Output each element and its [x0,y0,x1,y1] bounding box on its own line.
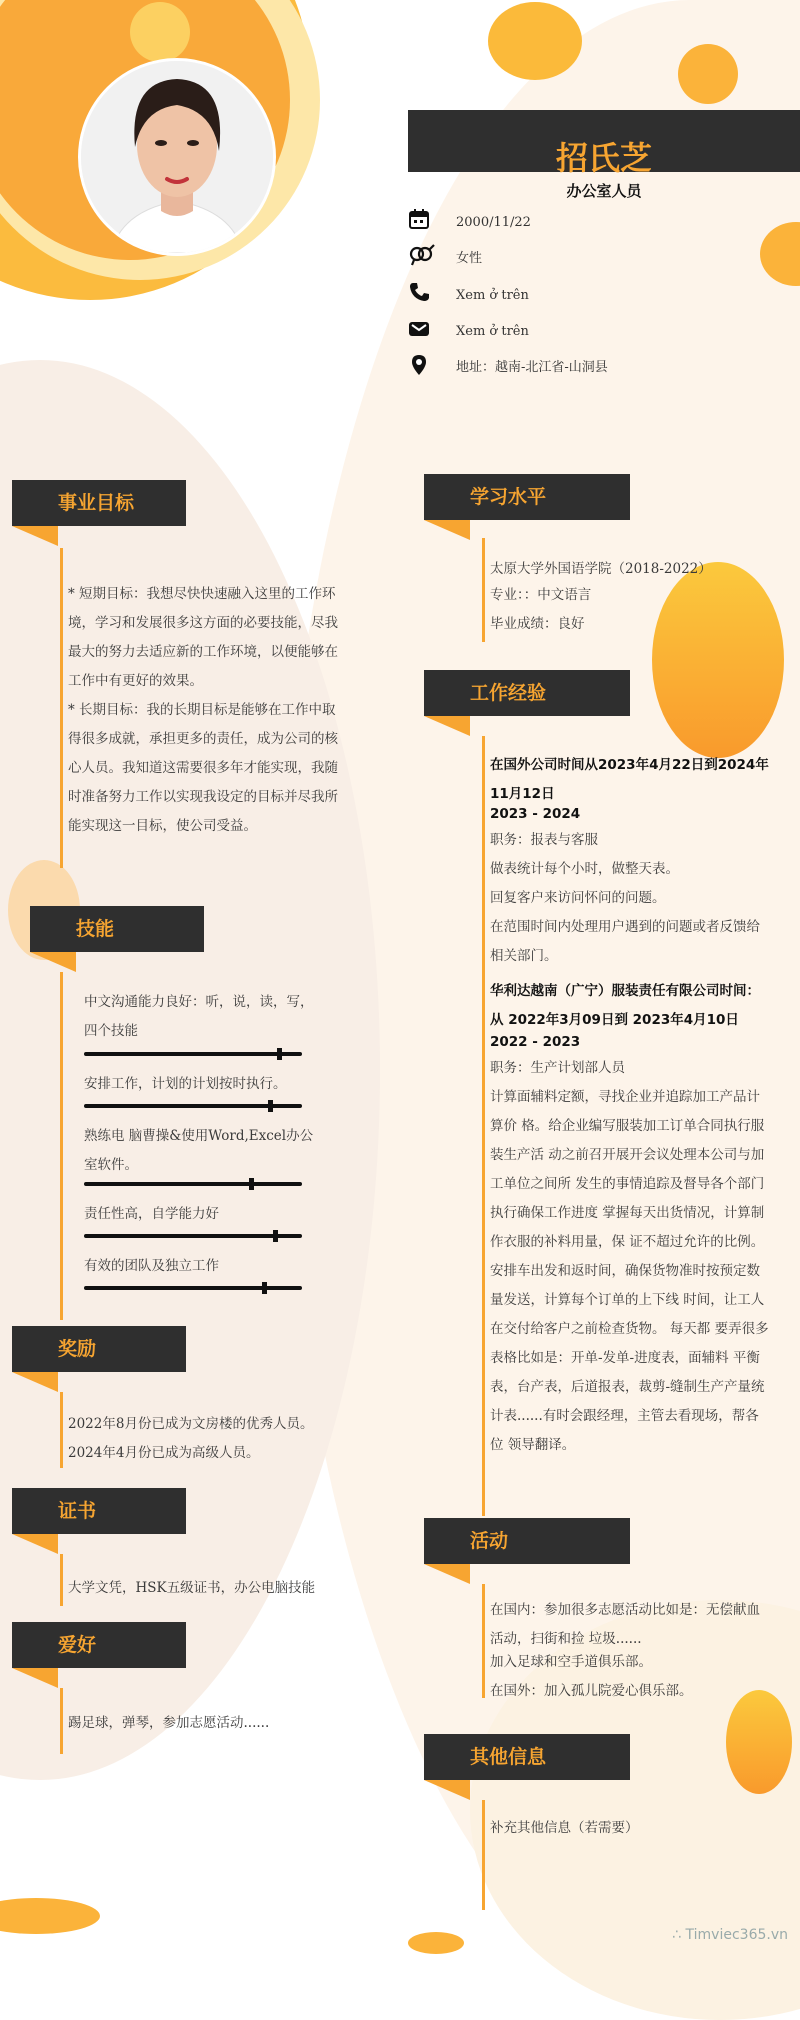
education-title: 学习水平 [470,486,547,508]
activities-title: 活动 [470,1530,509,1552]
orange-oval-bottom-mid [408,1932,464,1954]
yellow-circle-small [130,2,190,62]
awards-ribbon [12,1372,58,1392]
career-objective-title: 事业目标 [58,492,135,514]
skill-label: 有效的团队及独立工作 [84,1258,219,1274]
career-long-term: * 长期目标：我的长期目标是能够在工作中取 得很多成就，承担更多的责任，成为公司的核 心人员。我知道这需要很多年才能实现，我随 时准备努力工作以实现我设定的目标并尽我所 能实现这一目标，使公司受益。 [68,702,338,834]
watermark: ∴ Timviec365.vn [672,1927,788,1943]
job-period: 2022 - 2023 [490,1034,581,1050]
candidate-name: 招氏芝 [555,139,652,177]
certificates-heading [12,1488,186,1534]
activity-item: 加入足球和空手道俱乐部。 [490,1654,652,1670]
award-item: 2024年4月份已成为高级人员。 [68,1445,260,1461]
certificates-title: 证书 [58,1500,97,1522]
other-info-ribbon [424,1780,470,1800]
career-objective-ribbon [12,526,58,546]
skill-level-marker [249,1178,254,1190]
skills-heading [30,906,204,952]
job-company: 在国外公司时间从2023年4月22日到2024年11月12日 [490,757,769,802]
certificates-line [60,1554,63,1606]
hobbies-heading [12,1622,186,1668]
hobbies-text: 踢足球，弹琴，参加志愿活动...... [68,1715,270,1731]
job-detail: 做表统计每个小时，做整天表。 [490,861,679,877]
activities-ribbon [424,1564,470,1584]
hobbies-title: 爱好 [58,1634,97,1656]
other-info-title: 其他信息 [470,1746,547,1768]
skill-label: 熟练电 脑曹操&使用Word,Excel办公室软件。 [84,1128,314,1173]
skill-level-marker [262,1282,267,1294]
job-title: 办公室人员 [566,182,642,200]
awards-heading [12,1326,186,1372]
phone-icon [408,281,430,303]
skill-level-bar [84,1286,302,1290]
orange-circle-header-2 [678,44,738,104]
other-info-text: 补充其他信息（若需要） [490,1820,639,1836]
job-detail: 计算面辅料定额，寻找企业并追踪加工产品计算价 格。给企业编写服装加工订单合同执行服装生产活 动之前召开展开会议处理本公司与加工单位之间所 发生的事情追踪及督导各个部门执行确保工作进度 掌握每天出货情况，计算制作衣服的补料用量，保 证不超过允许的比例。 安排车出发和返时间，确保货物准时按预定数量发送，计算每个订单的上下线 时间，让工人在交付给客户之前检查货物。 每天都 要弄很多表格比如是：开单-发单-进度表，面辅料 平衡表，台产表，后道报表，裁剪-缝制生产产量统 计表......有时会跟经理，主管去看现场，帮各位 领导翻译。 [490,1089,769,1453]
certificates-ribbon [12,1534,58,1554]
skill-level-marker [277,1048,282,1060]
education-grade: 毕业成绩：良好 [490,616,585,632]
avatar [78,58,276,256]
calendar-icon [408,208,430,230]
gender: 女性 [456,251,483,266]
hobbies-line [60,1688,63,1754]
activity-item: 在国外：加入孤儿院爱心俱乐部。 [490,1683,693,1699]
skills-title: 技能 [76,918,115,940]
skill-level-bar [84,1052,302,1056]
skill-level-bar [84,1234,302,1238]
skill-label: 责任性高，自学能力好 [84,1206,219,1222]
skill-level-bar [84,1182,302,1186]
career-objective-heading [12,480,186,526]
awards-line [60,1392,63,1468]
award-item: 2022年8月份已成为文房楼的优秀人员。 [68,1416,314,1432]
other-info-line [482,1800,485,1910]
skill-level-bar [84,1104,302,1108]
education-major: 专业：：中文语言 [490,587,592,603]
education-school: 太原大学外国语学院（2018-2022） [490,561,712,577]
experience-ribbon [424,716,470,736]
hobbies-ribbon [12,1668,58,1688]
email-icon [408,318,430,340]
activities-line [482,1584,485,1698]
address: 地址：越南-北江省-山洞县 [456,360,608,375]
activity-item: 在国内：参加很多志愿活动比如是：无偿献血活动，扫街和捡 垃圾...... [490,1602,760,1647]
skills-line [60,972,63,1320]
job-detail: 在范围时间内处理用户遇到的问题或者反馈给相关部门。 [490,919,760,964]
education-heading [424,474,630,520]
job-detail: 回复客户来访问怀问的问题。 [490,890,666,906]
experience-line [482,736,485,1516]
birthdate: 2000/11/22 [456,215,531,230]
job-period: 2023 - 2024 [490,806,581,822]
education-line [482,538,485,642]
awards-title: 奖励 [58,1338,97,1360]
job-role: 职务：生产计划部人员 [490,1060,625,1076]
skill-level-marker [273,1230,278,1242]
career-objective-line [60,548,63,868]
job-role: 职务：报表与客服 [490,832,598,848]
gender-icon [408,244,436,266]
experience-title: 工作经验 [470,682,547,704]
phone: Xem ở trên [456,288,529,303]
skill-label: 中文沟通能力良好：听，说，读，写，四个技能 [84,994,314,1039]
portrait-illustration [81,61,273,253]
career-short-term: * 短期目标：我想尽快快速融入这里的工作环 境，学习和发展很多这方面的必要技能，尽我 最大的努力去适应新的工作环境，以便能够在 工作中有更好的效果。 [68,586,338,689]
orange-circle-header-1 [488,2,582,80]
orange-oval-bottom-left [0,1898,100,1934]
skills-ribbon [30,952,76,972]
education-ribbon [424,520,470,540]
activities-heading [424,1518,630,1564]
other-info-heading [424,1734,630,1780]
job-company: 华利达越南（广宁）服装责任有限公司时间：从 2022年3月09日到 2023年4月10日 [490,983,760,1028]
skill-label: 安排工作，计划的计划按时执行。 [84,1076,287,1092]
location-icon [408,354,430,376]
skill-level-marker [268,1100,273,1112]
certificates-text: 大学文凭，HSK五级证书，办公电脑技能 [68,1580,316,1596]
experience-heading [424,670,630,716]
email: Xem ở trên [456,324,529,339]
